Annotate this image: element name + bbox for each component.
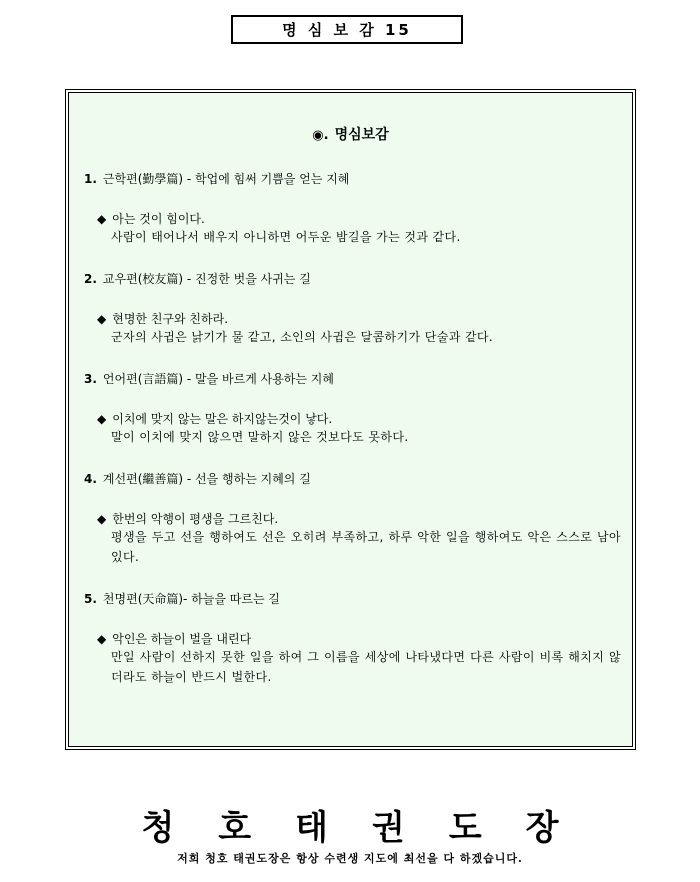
point-5 [97,630,251,647]
point-4 [97,510,278,527]
topic-text: 언어편(言語篇) - 말을 바르게 사용하는 지혜 [102,372,334,386]
topic-3 [84,370,334,387]
point-3 [97,410,332,427]
content-panel [68,92,633,747]
dojo-tagline: 저희 청호 태권도장은 항상 수련생 지도에 최선을 다 하겠습니다. [177,852,523,865]
diamond-bullet-icon: ◆ [97,632,107,646]
point-text: 악인은 하늘이 벌을 내린다 [112,632,252,646]
diamond-bullet-icon: ◆ [97,412,107,426]
content-frame [65,89,636,750]
description-5: 만일 사람이 선하지 못한 일을 하여 그 이름을 세상에 나타냈다면 다른 사람이 비록 해치지 않더라도 하늘이 반드시 벌한다. [111,650,621,684]
diamond-bullet-icon: ◆ [97,312,107,326]
description-1: 사람이 태어나서 배우지 아니하면 어두운 밤길을 가는 것과 같다. [111,230,461,244]
page-title: 명 심 보 감 15 [231,15,463,44]
description-4: 평생을 두고 선을 행하여도 선은 오히려 부족하고, 하루 악한 일을 행하여도 악은 스스로 남아 있다. [111,530,621,564]
topic-text: 근학편(勤學篇) - 학업에 힘써 기쁨을 얻는 지혜 [102,172,350,186]
topic-number: 2. [84,272,97,286]
topic-number: 3. [84,372,97,386]
topic-text: 교우편(校友篇) - 진정한 벗을 사귀는 길 [102,272,311,286]
point-text: 아는 것이 힘이다. [112,212,205,226]
point-1 [97,210,205,227]
diamond-bullet-icon: ◆ [97,212,107,226]
dojo-name: 청호태권도장 [141,808,603,848]
target-marker-icon: ◉. [312,128,329,143]
point-2 [97,310,228,327]
topic-4 [84,470,311,487]
heading-text: 명심보감 [334,127,389,143]
topic-1 [84,170,349,187]
topic-number: 4. [84,472,97,486]
point-text: 한번의 악행이 평생을 그르친다. [112,512,279,526]
topic-2 [84,270,311,287]
topic-text: 계선편(繼善篇) - 선을 행하는 지혜의 길 [102,472,311,486]
section-heading [69,124,632,144]
topic-5 [84,590,280,607]
diamond-bullet-icon: ◆ [97,512,107,526]
description-3: 말이 이치에 맞지 않으면 말하지 않은 것보다도 못하다. [111,430,409,444]
topic-number: 5. [84,592,97,606]
point-text: 이치에 맞지 않는 말은 하지않는것이 낳다. [112,412,333,426]
topic-number: 1. [84,172,97,186]
description-2: 군자의 사귐은 낡기가 물 같고, 소인의 사귐은 달콤하기가 단술과 같다. [111,330,494,344]
point-text: 현명한 친구와 친하라. [112,312,229,326]
topic-text: 천명편(天命篇)- 하늘을 따르는 길 [102,592,280,606]
